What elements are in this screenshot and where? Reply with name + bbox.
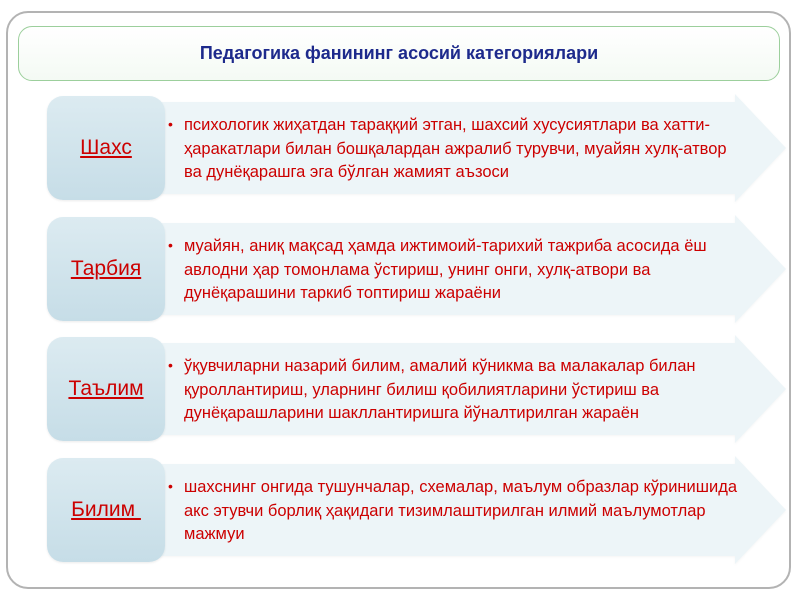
category-term-link[interactable]: Тарбия bbox=[70, 257, 142, 280]
category-term-link[interactable]: Таълим bbox=[68, 377, 144, 400]
title-box bbox=[18, 26, 780, 81]
category-description: муайян, аниқ мақсад ҳамда ижтимоий-тарихий тажриба асосида ёш авлодни ҳар томонлама ўстириш, унинг онги, хулқ-атвори ва дунёқарашини таркиб топтириш жараёни bbox=[184, 237, 707, 302]
bullet-icon: • bbox=[168, 237, 173, 253]
category-term-link[interactable]: Шахс bbox=[80, 136, 132, 159]
category-badge bbox=[47, 96, 165, 200]
category-badge bbox=[47, 217, 165, 321]
category-row-4 bbox=[0, 456, 800, 564]
category-description: ўқувчиларни назарий билим, амалий кўникма ва малакалар билан қуроллантириш, уларнинг билиш қобилиятларини ўстириш ва дунёқарашларини шакллантиришга йўналтирилган жараён bbox=[184, 357, 696, 422]
category-description: психологик жиҳатдан тараққий этган, шахсий хусусиятлари ва хатти-ҳаракатлари билан бошқалардан ажралиб турувчи, муайян хулқ-атвор ва дунёқарашга эга бўлган жамият аъзоси bbox=[184, 116, 727, 181]
category-row-3 bbox=[0, 335, 800, 443]
category-row-1 bbox=[0, 94, 800, 202]
slide-title: Педагогика фанининг асосий категориялари bbox=[199, 43, 599, 63]
bullet-icon: • bbox=[168, 478, 173, 494]
category-badge bbox=[47, 337, 165, 441]
category-row-2 bbox=[0, 215, 800, 323]
category-description: шахснинг онгида тушунчалар, схемалар, маълум образлар кўринишида акс этувчи борлиқ ҳақидаги тизимлаштирилган илмий маълумотлар мажмуи bbox=[184, 478, 737, 543]
bullet-icon: • bbox=[168, 357, 173, 373]
category-term-link[interactable]: Билим bbox=[71, 498, 141, 521]
bullet-icon: • bbox=[168, 116, 173, 132]
category-badge bbox=[47, 458, 165, 562]
